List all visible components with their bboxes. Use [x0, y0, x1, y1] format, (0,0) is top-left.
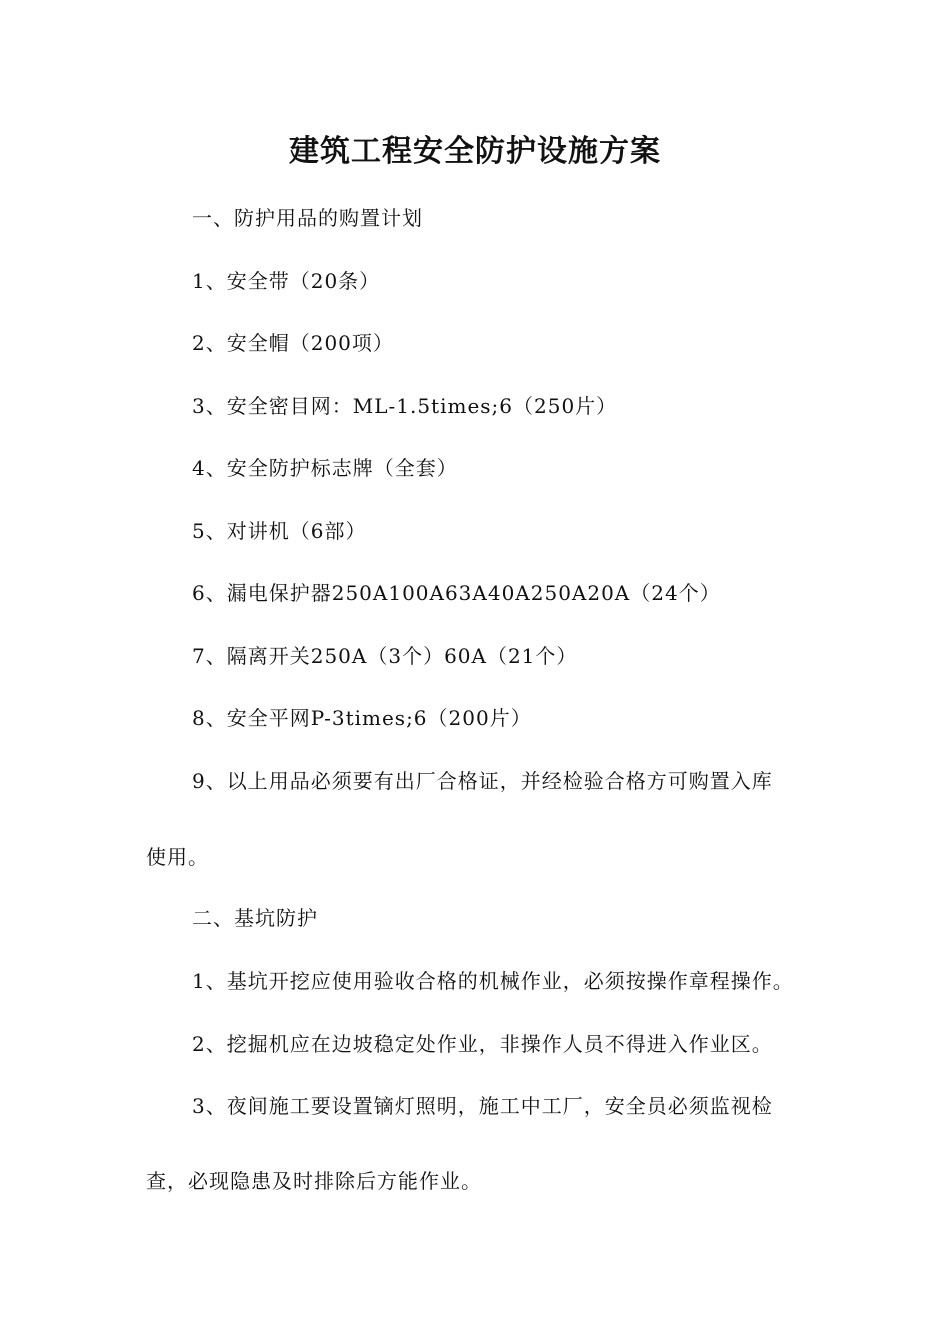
paragraph-line: 3、夜间施工要设置镝灯照明，施工中工厂，安全员必须监视检	[192, 1094, 773, 1118]
list-item: 4、安全防护标志牌（全套）	[192, 456, 458, 480]
list-item: 6、漏电保护器250A100A63A40A250A20A（24个）	[192, 581, 721, 605]
list-item: 3、安全密目网：ML-1.5times;6（250片）	[192, 394, 618, 418]
list-item: 7、隔离开关250A（3个）60A（21个）	[192, 644, 578, 668]
document-title: 建筑工程安全防护设施方案	[289, 134, 661, 169]
list-item: 8、安全平网P-3times;6（200片）	[192, 706, 532, 730]
section-heading-protective-supplies: 一、防护用品的购置计划	[192, 206, 423, 230]
list-item: 1、基坑开挖应使用验收合格的机械作业，必须按操作章程操作。	[192, 969, 794, 993]
section-heading-foundation-pit: 二、基坑防护	[192, 906, 318, 930]
paragraph-line: 9、以上用品必须要有出厂合格证，并经检验合格方可购置入库	[192, 769, 773, 793]
list-item: 1、安全带（20条）	[192, 269, 381, 293]
list-item: 5、对讲机（6部）	[192, 519, 367, 543]
list-item: 2、挖掘机应在边坡稳定处作业，非操作人员不得进入作业区。	[192, 1032, 773, 1056]
paragraph-line: 使用。	[146, 845, 209, 869]
paragraph-line: 查，必现隐患及时排除后方能作业。	[146, 1169, 482, 1193]
list-item: 2、安全帽（200项）	[192, 331, 394, 355]
